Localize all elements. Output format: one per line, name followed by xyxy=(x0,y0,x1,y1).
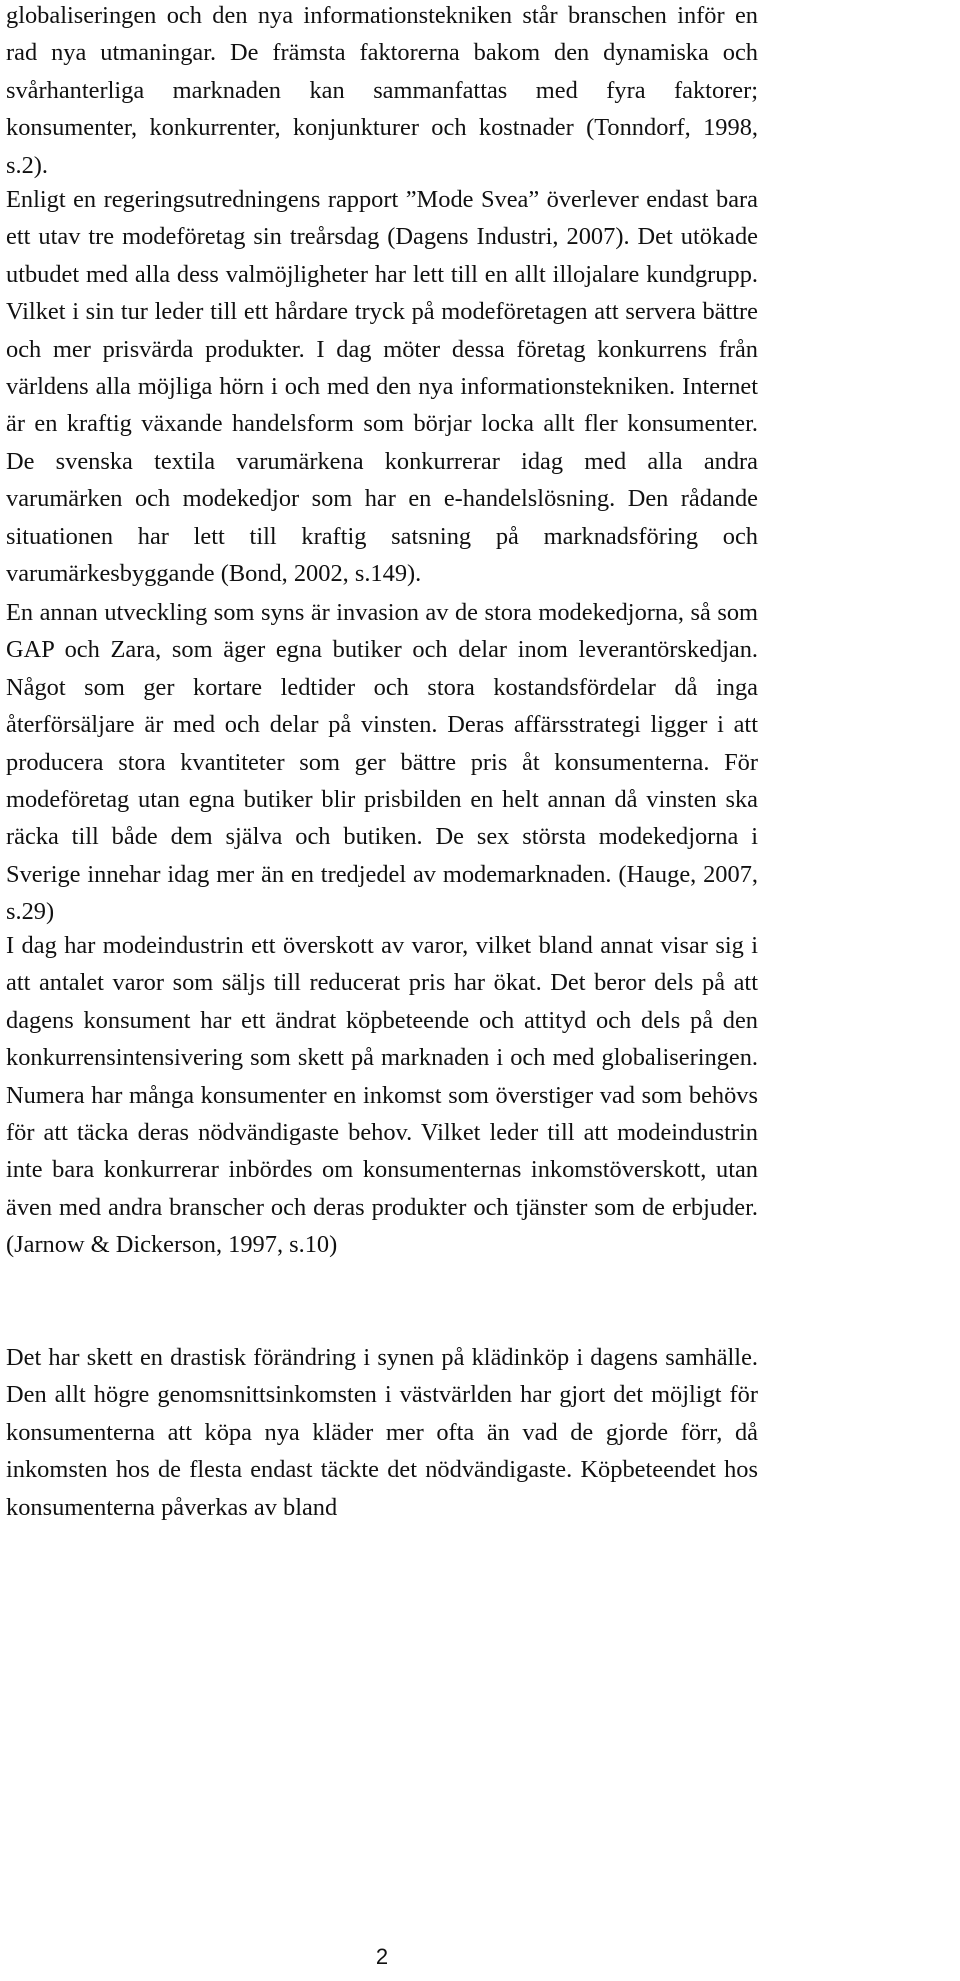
paragraph-2: Enligt en regeringsutredningens rapport ”Mode Svea” överlever endast bara ett utav tre modeföretag sin treårsdag (Dagens Industri, 2007). Det utökade utbudet med alla dess valmöjligheter har lett till en allt illojalare kundgrupp. Vilket i sin tur leder till ett hårdare tryck på modeföretagen att servera bättre och mer prisvärda produkter. I dag möter dessa företag konkurrens från världens alla möjliga hörn i och med den nya informationstekniken. Internet är en kraftig växande handelsform som börjar locka allt fler konsumenter. De svenska textila varumärkena konkurrerar idag med alla andra varumärken och modekedjor som har en e-handelslösning. Den rådande situationen har lett till kraftig satsning på marknadsföring och varumärkesbyggande (Bond, 2002, s.149). xyxy=(6,186,758,588)
paragraph-4: I dag har modeindustrin ett överskott av varor, vilket bland annat visar sig i att antalet varor som säljs till reducerat pris har ökat. Det beror dels på att dagens konsument har ett ändrat köpbeteende och attityd och dels på den konkurrensintensivering som skett på marknaden i och med globaliseringen. Numera har många konsumenter en inkomst som överstiger vad som behövs för att täcka deras nödvändigaste behov. Vilket leder till att modeindustrin inte bara konkurrerar inbördes om konsumenternas inkomstöverskott, utan även med andra branscher och deras produkter och tjänster som de erbjuder. (Jarnow & Dickerson, 1997, s.10) xyxy=(6,932,758,1259)
paragraph-1: globaliseringen och den nya informationstekniken står branschen inför en rad nya utmaningar. De främsta faktorerna bakom den dynamiska och svårhanterliga marknaden kan sammanfattas med fyra faktorer; konsumenter, konkurrenter, konjunkturer och kostnader (Tonndorf, 1998, s.2). xyxy=(6,2,758,179)
paragraph-3: En annan utveckling som syns är invasion av de stora modekedjorna, så som GAP och Zara, som äger egna butiker och delar inom leverantörskedjan. Något som ger kortare ledtider och stora kostandsfördelar då inga återförsäljare är med och delar på vinsten. Deras affärsstrategi ligger i att producera stora kvantiteter som ger bättre pris åt konsumenterna. För modeföretag utan egna butiker blir prisbilden en helt annan då vinsten ska räcka till både dem själva och butiken. De sex största modekedjorna i Sverige innehar idag mer än en tredjedel av modemarknaden. (Hauge, 2007, s.29) xyxy=(6,599,758,926)
page-number: 2 xyxy=(375,1944,389,1969)
paragraph-5: Det har skett en drastisk förändring i synen på klädinköp i dagens samhälle. Den allt högre genomsnittsinkomsten i västvärlden har gjort det möjligt för konsumenterna att köpa nya kläder mer ofta än vad de gjorde förr, då inkomsten hos de flesta endast täckte det nödvändigaste. Köpbeteendet hos konsumenterna påverkas av bland xyxy=(6,1344,758,1521)
